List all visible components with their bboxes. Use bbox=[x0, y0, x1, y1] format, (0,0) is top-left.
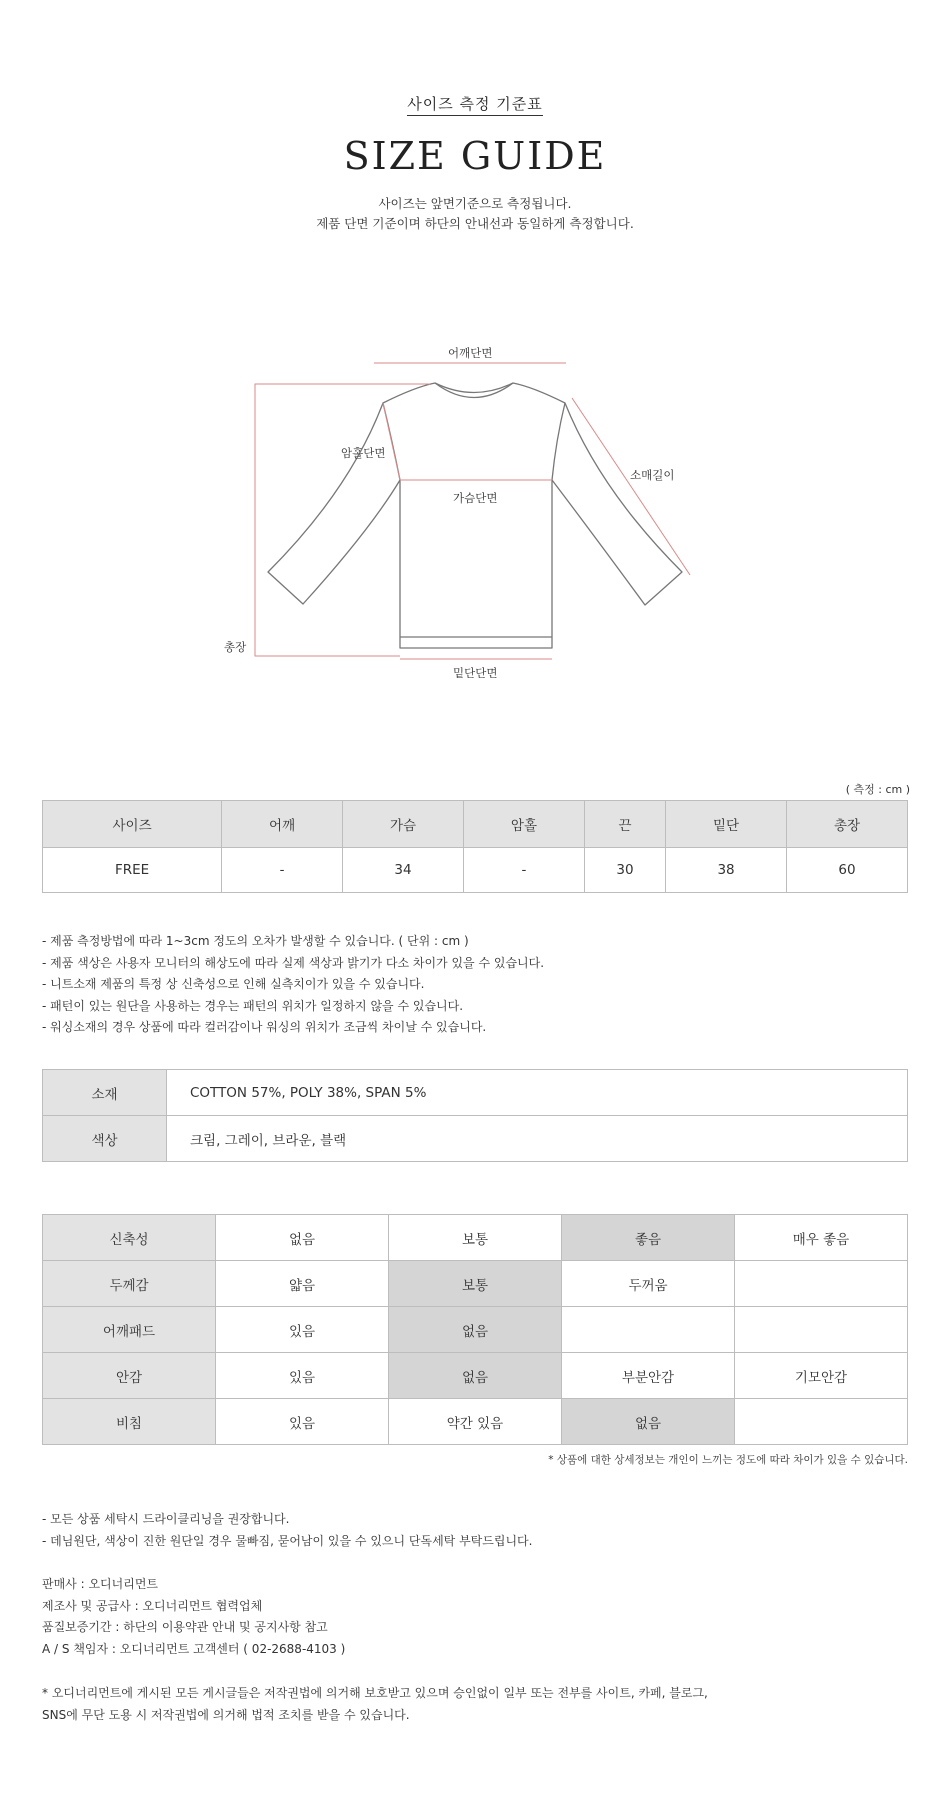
feature-label: 안감 bbox=[43, 1353, 216, 1399]
armhole-label: 암홀단면 bbox=[341, 446, 386, 460]
feature-option: 좋음 bbox=[562, 1215, 735, 1261]
table-row bbox=[43, 1307, 908, 1353]
header-strap: 끈 bbox=[584, 801, 665, 848]
header-length: 총장 bbox=[787, 801, 908, 848]
feature-option: 있음 bbox=[216, 1353, 389, 1399]
feature-option: 있음 bbox=[216, 1307, 389, 1353]
copyright-notice bbox=[42, 1683, 708, 1726]
note-line: - 모든 상품 세탁시 드라이클리닝을 권장합니다. bbox=[42, 1512, 290, 1526]
note-line: - 데님원단, 색상이 진한 원단일 경우 물빠짐, 묻어남이 있을 수 있으니 단독세탁 부탁드립니다. bbox=[42, 1533, 533, 1548]
feature-label: 어깨패드 bbox=[43, 1307, 216, 1353]
seller-info bbox=[42, 1574, 345, 1660]
cell-strap: 30 bbox=[584, 848, 665, 893]
table-row bbox=[43, 848, 908, 893]
feature-option: 없음 bbox=[216, 1215, 389, 1261]
cell-shoulder: - bbox=[222, 848, 343, 893]
size-table bbox=[42, 800, 908, 893]
material-table bbox=[42, 1069, 908, 1162]
header-size: 사이즈 bbox=[43, 801, 222, 848]
garment-illustration bbox=[0, 330, 950, 690]
feature-option: 매우 좋음 bbox=[735, 1215, 908, 1261]
feature-label: 두께감 bbox=[43, 1261, 216, 1307]
as-contact-line: A / S 책임자 : 오디너리먼트 고객센터 ( 02-2688-4103 ) bbox=[42, 1641, 346, 1656]
sleeve-label: 소매길이 bbox=[630, 468, 675, 482]
material-value: COTTON 57%, POLY 38%, SPAN 5% bbox=[167, 1070, 908, 1116]
size-table-header bbox=[43, 801, 908, 848]
cell-armhole: - bbox=[463, 848, 584, 893]
feature-option bbox=[735, 1399, 908, 1445]
cell-length: 60 bbox=[787, 848, 908, 893]
material-label: 소재 bbox=[43, 1070, 167, 1116]
unit-note: ( 측정 : cm ) bbox=[845, 783, 910, 796]
table-row bbox=[43, 1353, 908, 1399]
care-notes bbox=[42, 1509, 532, 1552]
page-title-en: SIZE GUIDE bbox=[343, 134, 607, 178]
header-hem: 밑단 bbox=[666, 801, 787, 848]
header-shoulder: 어깨 bbox=[222, 801, 343, 848]
feature-option: 보통 bbox=[389, 1215, 562, 1261]
note-line: - 패턴이 있는 원단을 사용하는 경우는 패턴의 위치가 일정하지 않을 수 있습니다. bbox=[42, 998, 464, 1013]
feature-option bbox=[562, 1307, 735, 1353]
feature-disclaimer: * 상품에 대한 상세정보는 개인이 느끼는 정도에 따라 차이가 있을 수 있습니다. bbox=[548, 1454, 908, 1466]
manufacturer-line: 제조사 및 공급사 : 오디너리먼트 협력업체 bbox=[42, 1598, 263, 1613]
feature-label: 비침 bbox=[43, 1399, 216, 1445]
feature-option: 두꺼움 bbox=[562, 1261, 735, 1307]
measurement-diagram bbox=[0, 330, 950, 690]
feature-option bbox=[735, 1261, 908, 1307]
feature-option: 약간 있음 bbox=[389, 1399, 562, 1445]
feature-option: 없음 bbox=[562, 1399, 735, 1445]
feature-option: 얇음 bbox=[216, 1261, 389, 1307]
note-line: - 니트소재 제품의 특정 상 신축성으로 인해 실측치이가 있을 수 있습니다. bbox=[42, 977, 425, 991]
color-label: 색상 bbox=[43, 1116, 167, 1162]
seller-line: 판매사 : 오디너리먼트 bbox=[42, 1577, 159, 1591]
cell-hem: 38 bbox=[666, 848, 787, 893]
page-title-kr: 사이즈 측정 기준표 bbox=[407, 93, 542, 116]
feature-option: 보통 bbox=[389, 1261, 562, 1307]
cell-chest: 34 bbox=[343, 848, 464, 893]
color-value: 크림, 그레이, 브라운, 블랙 bbox=[167, 1116, 908, 1162]
copyright-line: * 오디너리먼트에 게시된 모든 게시글들은 저작권법에 의거해 보호받고 있으며 승인없이 일부 또는 전부를 사이트, 카페, 블로그, bbox=[42, 1686, 708, 1700]
note-line: - 제품 색상은 사용자 모니터의 해상도에 따라 실제 색상과 밝기가 다소 차이가 있을 수 있습니다. bbox=[42, 955, 545, 970]
note-line: - 제품 측정방법에 따라 1~3cm 정도의 오차가 발생할 수 있습니다. ( 단위 : cm ) bbox=[42, 934, 469, 948]
table-row bbox=[43, 1399, 908, 1445]
table-row bbox=[43, 1070, 908, 1116]
page-header bbox=[0, 93, 950, 234]
table-row bbox=[43, 1215, 908, 1261]
measurement-notes bbox=[42, 931, 544, 1039]
feature-option bbox=[735, 1307, 908, 1353]
header-chest: 가슴 bbox=[343, 801, 464, 848]
note-line: - 워싱소재의 경우 상품에 따라 컬러감이나 워싱의 위치가 조금씩 차이날 수 있습니다. bbox=[42, 1020, 487, 1034]
shoulder-label: 어깨단면 bbox=[448, 346, 493, 360]
warranty-line: 품질보증기간 : 하단의 이용약관 안내 및 공지사항 참고 bbox=[42, 1620, 328, 1634]
feature-table bbox=[42, 1214, 908, 1445]
cell-size: FREE bbox=[43, 848, 222, 893]
feature-option: 있음 bbox=[216, 1399, 389, 1445]
desc-line-2: 제품 단면 기준이며 하단의 안내선과 동일하게 측정합니다. bbox=[316, 216, 634, 231]
feature-label: 신축성 bbox=[43, 1215, 216, 1261]
chest-label: 가슴단면 bbox=[453, 491, 498, 505]
feature-option: 없음 bbox=[389, 1353, 562, 1399]
length-label: 총장 bbox=[224, 640, 247, 654]
header-armhole: 암홀 bbox=[463, 801, 584, 848]
feature-option: 기모안감 bbox=[735, 1353, 908, 1399]
table-row bbox=[43, 1261, 908, 1307]
copyright-line: SNS에 무단 도용 시 저작권법에 의거해 법적 조치를 받을 수 있습니다. bbox=[42, 1707, 410, 1722]
feature-option: 부분안감 bbox=[562, 1353, 735, 1399]
desc-line-1: 사이즈는 앞면기준으로 측정됩니다. bbox=[378, 196, 572, 211]
hem-label: 밑단단면 bbox=[453, 666, 498, 680]
table-row bbox=[43, 1116, 908, 1162]
feature-option: 없음 bbox=[389, 1307, 562, 1353]
header-description bbox=[0, 194, 950, 234]
